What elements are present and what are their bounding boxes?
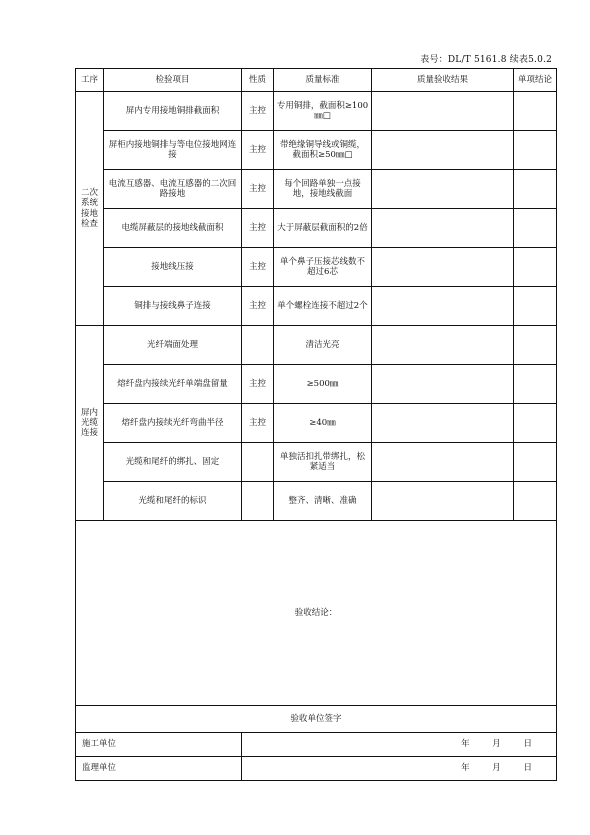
item-cell: 电流互感器、电流互感器的二次回路接地 bbox=[104, 170, 242, 209]
conclusion-cell[interactable] bbox=[514, 248, 557, 287]
result-cell[interactable] bbox=[372, 92, 514, 131]
signature-date-field[interactable]: 年 月 日 bbox=[242, 757, 557, 781]
conclusion-cell[interactable] bbox=[514, 443, 557, 482]
table-row bbox=[76, 131, 557, 170]
conclusion-label: 验收结论： bbox=[294, 607, 338, 618]
item-cell: 铜排与接线鼻子连接 bbox=[104, 287, 242, 326]
header-conclusion: 单项结论 bbox=[514, 69, 557, 92]
table-row bbox=[76, 443, 557, 482]
result-cell[interactable] bbox=[372, 170, 514, 209]
item-cell: 光纤端面处理 bbox=[104, 326, 242, 365]
conclusion-cell[interactable] bbox=[514, 209, 557, 248]
standard-cell: 单独活扣扎带绑扎，松紧适当 bbox=[274, 443, 372, 482]
item-cell: 熔纤盘内接续光纤单端盘留量 bbox=[104, 365, 242, 404]
result-cell[interactable] bbox=[372, 365, 514, 404]
conclusion-cell[interactable] bbox=[514, 482, 557, 521]
signature-unit-label: 监理单位 bbox=[82, 763, 117, 774]
item-cell: 屏内专用接地铜排截面积 bbox=[104, 92, 242, 131]
conclusion-cell[interactable] bbox=[514, 131, 557, 170]
header-process: 工序 bbox=[76, 69, 104, 92]
inspection-table bbox=[75, 68, 557, 781]
signature-unit-label: 施工单位 bbox=[82, 739, 117, 750]
nature-cell: 主控 bbox=[242, 404, 274, 443]
nature-cell bbox=[242, 482, 274, 521]
standard-cell: ≥40㎜ bbox=[274, 404, 372, 443]
standard-cell: 整齐、清晰、准确 bbox=[274, 482, 372, 521]
group-label-fiber: 屏内光缆连接 bbox=[76, 326, 104, 521]
header-row bbox=[76, 69, 557, 92]
result-cell[interactable] bbox=[372, 209, 514, 248]
result-cell[interactable] bbox=[372, 326, 514, 365]
nature-cell: 主控 bbox=[242, 92, 274, 131]
nature-cell bbox=[242, 326, 274, 365]
header-result: 质量验收结果 bbox=[372, 69, 514, 92]
conclusion-row bbox=[76, 521, 557, 706]
nature-cell: 主控 bbox=[242, 248, 274, 287]
result-cell[interactable] bbox=[372, 248, 514, 287]
nature-cell: 主控 bbox=[242, 287, 274, 326]
header-item: 检验项目 bbox=[104, 69, 242, 92]
table-row bbox=[76, 248, 557, 287]
header-nature: 性质 bbox=[242, 69, 274, 92]
signature-unit-construction bbox=[76, 733, 242, 757]
item-cell: 光缆和尾纤的标识 bbox=[104, 482, 242, 521]
result-cell[interactable] bbox=[372, 287, 514, 326]
nature-cell bbox=[242, 443, 274, 482]
standard-cell: 单个螺栓连接不超过2个 bbox=[274, 287, 372, 326]
table-row bbox=[76, 92, 557, 131]
standard-cell: 单个鼻子压接芯线数不超过6芯 bbox=[274, 248, 372, 287]
table-row bbox=[76, 287, 557, 326]
standard-cell: 带绝缘铜导线或铜缆，截面积≥50㎜□ bbox=[274, 131, 372, 170]
conclusion-cell[interactable] bbox=[514, 365, 557, 404]
table-row bbox=[76, 326, 557, 365]
conclusion-area[interactable] bbox=[76, 521, 557, 706]
conclusion-cell[interactable] bbox=[514, 287, 557, 326]
group-label-grounding: 二次系统接地检查 bbox=[76, 92, 104, 326]
item-cell: 光缆和尾纤的绑扎、固定 bbox=[104, 443, 242, 482]
item-cell: 接地线压接 bbox=[104, 248, 242, 287]
nature-cell: 主控 bbox=[242, 131, 274, 170]
item-cell: 屏柜内接地铜排与等电位接地网连接 bbox=[104, 131, 242, 170]
signature-row bbox=[76, 733, 557, 757]
standard-cell: 每个回路单独一点接地，接地线截面 bbox=[274, 170, 372, 209]
signature-row bbox=[76, 757, 557, 781]
signature-unit-supervision bbox=[76, 757, 242, 781]
item-cell: 电缆屏蔽层的接地线截面积 bbox=[104, 209, 242, 248]
signature-title: 验收单位签字 bbox=[76, 706, 557, 733]
standard-cell: 清洁光亮 bbox=[274, 326, 372, 365]
result-cell[interactable] bbox=[372, 482, 514, 521]
result-cell[interactable] bbox=[372, 404, 514, 443]
result-cell[interactable] bbox=[372, 443, 514, 482]
header-standard: 质量标准 bbox=[274, 69, 372, 92]
standard-cell: ≥500㎜ bbox=[274, 365, 372, 404]
conclusion-cell[interactable] bbox=[514, 326, 557, 365]
standard-cell: 专用铜排，截面积≥100㎜□ bbox=[274, 92, 372, 131]
nature-cell: 主控 bbox=[242, 365, 274, 404]
result-cell[interactable] bbox=[372, 131, 514, 170]
item-cell: 熔纤盘内接续光纤弯曲半径 bbox=[104, 404, 242, 443]
table-row bbox=[76, 170, 557, 209]
nature-cell: 主控 bbox=[242, 170, 274, 209]
conclusion-cell[interactable] bbox=[514, 92, 557, 131]
table-row bbox=[76, 482, 557, 521]
table-row bbox=[76, 404, 557, 443]
table-row bbox=[76, 365, 557, 404]
standard-cell: 大于屏蔽层截面积的2倍 bbox=[274, 209, 372, 248]
signature-title-row bbox=[76, 706, 557, 733]
table-row bbox=[76, 209, 557, 248]
signature-date-field[interactable]: 年 月 日 bbox=[242, 733, 557, 757]
conclusion-cell[interactable] bbox=[514, 404, 557, 443]
nature-cell: 主控 bbox=[242, 209, 274, 248]
conclusion-cell[interactable] bbox=[514, 170, 557, 209]
document-code: 表号：DL/T 5161.8 续表5.0.2 bbox=[420, 55, 552, 65]
